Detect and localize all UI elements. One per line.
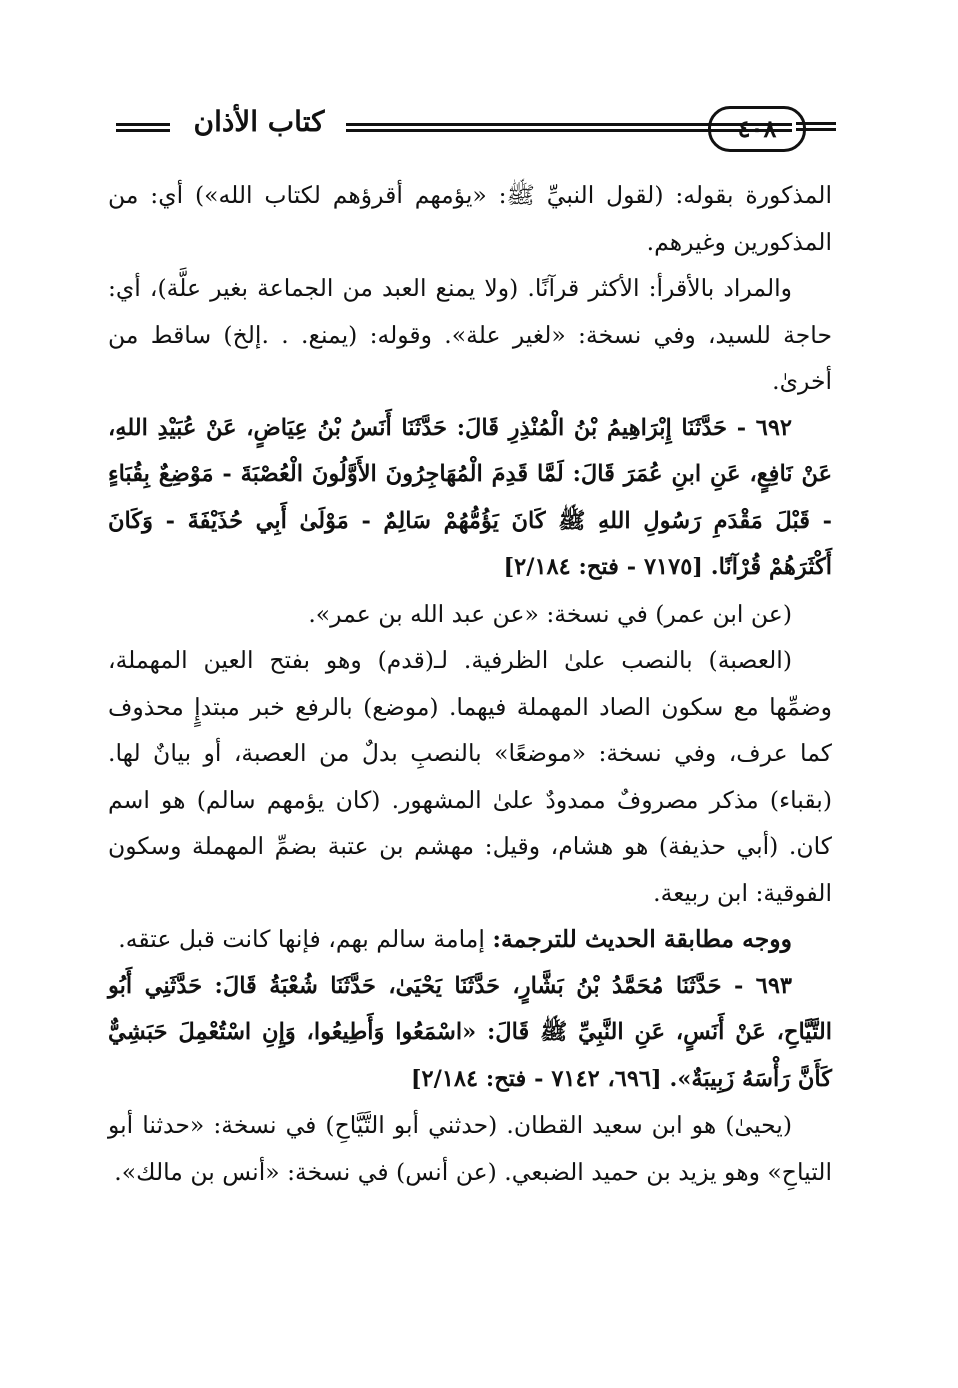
- paragraph: (العصبة) بالنصب علىٰ الظرفية. لـ(قدم) وهو بفتح العين المهملة، وضمِّها مع سكون الصاد المهملة فيهما. (موضع) بالرفع خبر مبتدإٍ محذوف كما عرف، وفي نسخة: «موضعًا» بالنصبِ بدلٌ من العصبة، أو بيانٌ لها. (بقباء) مذكر مصروفٌ ممدودٌ علىٰ المشهور. (كان يؤمهم سالم) هو اسم كان. (أبي حذيفة) هو هشام، وقيل: مهشم بن عتبة بضمِّ المهملة وسكون الفوقية: ابن ربيعة.: [108, 646, 832, 907]
- hadith-692: [108, 405, 832, 591]
- paragraph: المذكورة بقوله: (لقول النبيِّ ﷺ: «يؤمهم أقرؤهم لكتاب الله») أي: من المذكورين وغيرهم.: [108, 181, 832, 256]
- page-number: ٤٠٨: [708, 106, 806, 152]
- paragraph: (عن ابن عمر) في نسخة: «عن عبد الله بن عمر».: [308, 599, 792, 628]
- hadith-source: [٦٩٦، ٧١٤٢ - فتح: ٢/١٨٤]: [410, 1065, 662, 1092]
- paragraph: والمراد بالأقرأ: الأكثر قرآنًا. (ولا يمنع العبد من الجماعة بغير علَّة)، أي: حاجة للسيد، وفي نسخة: «لغير علة». وقوله: (يمنع. . .إلخ) ساقط من أخرىٰ.: [108, 274, 832, 395]
- lead-text: إمامة سالم بهم، فإنها كانت قبل عتقه.: [118, 925, 493, 953]
- hadith-text: ٦٩٢ - حَدَّثَنَا إِبْرَاهِيمُ بْنُ الْمُنْذِرِ قَالَ: حَدَّثَنَا أَنَسُ بْنُ عِيَاضٍ، عَنْ عُبَيْدِ اللهِ، عَنْ نَافِعٍ، عَنِ ابنِ عُمَرَ قَالَ: لَمَّا قَدِمَ الْمُهَاجِرُونَ الأَوَّلُونَ الْعُصْبَةَ - مَوْضِعٌ بِقُبَاءٍ - قَبْلَ مَقْدَمِ رَسُولِ اللهِ ﷺ كَانَ يَؤُمُّهُمْ سَالِمٌ - مَوْلَىٰ أَبِي حُذَيْفَةَ - وَكَانَ أَكْثَرَهُمْ قُرْآنًا.: [108, 414, 832, 580]
- hadith-693: [108, 963, 832, 1103]
- lead-phrase: ووجه مطابقة الحديث للترجمة:: [492, 925, 792, 953]
- header-rule-left: [116, 123, 170, 132]
- running-header: [108, 100, 838, 156]
- paragraph-lead: [108, 916, 832, 963]
- hadith-source: [٧١٧٥ - فتح: ٢/١٨٤]: [503, 554, 703, 580]
- page-body: [108, 172, 832, 1195]
- paragraph: (يحيىٰ) هو ابن سعيد القطان. (حدثني أبو التَّيَّاحِ) في نسخة: «حدثنا أبو التياحِ» وهو يزيد بن حميد الضبعي. (عن أنس) في نسخة: «أنس بن مالك».: [108, 1111, 832, 1186]
- header-rule-right: [796, 122, 836, 131]
- hadith-text: ٦٩٣ - حَدَّثَنَا مُحَمَّدُ بْنُ بَشَّارٍ، حَدَّثَنَا يَحْيَىٰ، حَدَّثَنَا شُعْبَةُ قَالَ: حَدَّثَنِي أَبُو التَّيَّاحِ، عَنْ أَنَسٍ، عَنِ النَّبِيِّ ﷺ قَالَ: «اسْمَعُوا وَأَطِيعُوا، وَإِنِ اسْتُعْمِلَ حَبَشِيٌّ كَأَنَّ رَأْسَهُ زَبِيبَةٌ».: [108, 972, 832, 1092]
- book-title: كتاب الأذان: [193, 105, 325, 138]
